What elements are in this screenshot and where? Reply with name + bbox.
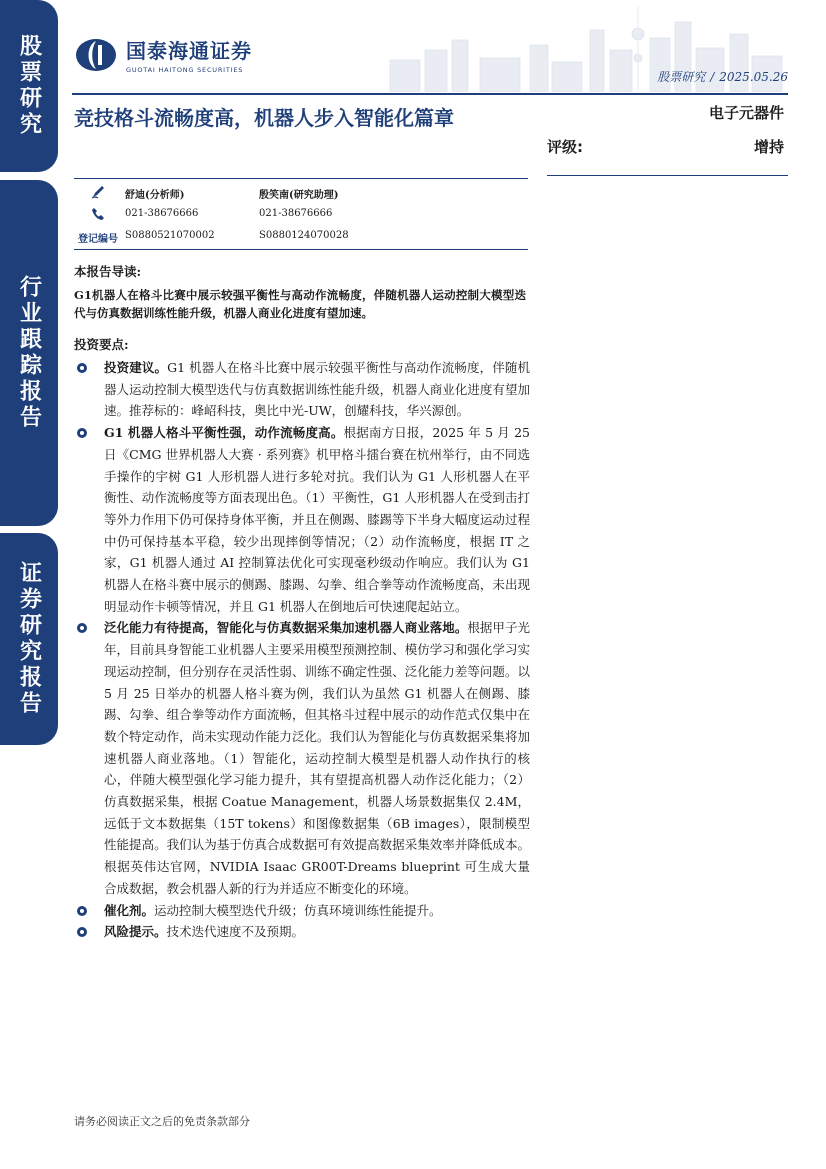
- bullet-circle-icon: [76, 427, 88, 439]
- analyst-phone: 021-38676666: [259, 208, 333, 219]
- analyst-phone: 021-38676666: [125, 208, 199, 219]
- report-title: 竞技格斗流畅度高，机器人步入智能化篇章: [74, 106, 454, 130]
- pen-icon: [90, 184, 106, 200]
- phone-icon: [90, 206, 106, 222]
- analyst-phone-row: [74, 205, 528, 225]
- side-tab-securities-report: [0, 533, 58, 745]
- header-separator: /: [710, 70, 715, 84]
- analyst-name: 殷笑南(研究助理): [259, 190, 339, 201]
- guide-heading: 本报告导读:: [74, 264, 142, 279]
- header-divider: [72, 93, 788, 95]
- header-meta: [657, 68, 788, 85]
- bullet-item: [74, 921, 530, 943]
- points-heading: 投资要点:: [74, 337, 129, 352]
- side-tab-label: 行业跟踪报告: [16, 275, 42, 431]
- side-tab-label: 股票研究: [16, 34, 42, 138]
- rating-label: 评级:: [547, 138, 583, 156]
- disclaimer-footer: 请务必阅读正文之后的免责条款部分: [74, 1115, 250, 1128]
- brand-emblem-icon: [74, 37, 118, 73]
- bullet-lead: 泛化能力有待提高，智能化与仿真数据采集加速机器人商业落地。: [104, 620, 468, 636]
- bullet-item: [74, 422, 530, 617]
- industry-name: 电子元器件: [708, 104, 784, 122]
- bullet-lead: 投资建议。: [104, 360, 168, 375]
- bullet-text: 根据南方日报，2025 年 5 月 25 日《CMG 世界机器人大赛 · 系列赛》机甲格斗擂台赛在杭州举行，由不同选手操作的宇树 G1 人形机器人进行多轮对抗。我们认为 G1 人形机器人在平衡性、动作流畅度等方面表现出色。（1）平衡性，G1 人形机器人在受到击打等外力作用下仍可保持身体平衡，并且在侧踢、膝踢等下半身大幅度运动过程中仍可保持基本平稳，较少出现摔倒等情况；（2）动作流畅度，根据 IT 之家，G1 机器人通过 AI 控制算法优化可实现毫秒级动作响应。我们认为 G1 机器人在格斗赛中展示的侧踢、膝踢、勾拳、组合拳等动作流畅度高，未出现明显动作卡顿等情况，并且 G1 机器人在倒地后可快速爬起站立。: [104, 425, 530, 614]
- brand-name-cn: 国泰海通证券: [126, 39, 252, 63]
- side-tab-label: 证券研究报告: [16, 561, 42, 717]
- brand-logo: [74, 35, 252, 74]
- bullet-text: 根据甲子光年，目前具身智能工业机器人主要采用模型预测控制、模仿学习和强化学习实现运动控制，但分别存在灵活性弱、训练不确定性强、泛化能力差等问题。以 5 月 25 日举办的机器人格斗赛为例，我们认为虽然 G1 机器人在侧踢、膝踢、勾拳、组合拳等动作方面流畅，但其格斗过程中展示的动作范式仅集中在数个特定动作，尚未实现动作能力泛化。我们认为智能化与仿真数据采集将加速机器人商业落地。（1）智能化，运动控制大模型是机器人动作执行的核心，伴随大模型强化学习能力提升，其有望提高机器人动作泛化能力；（2）仿真数据采集，根据 Coatue Management，机器人场景数据集仅 2.4M，远低于文本数据集（15T tokens）和图像数据集（6B images），限制模型性能提高。我们认为基于仿真合成数据可有效提高数据采集效率并降低成本。根据英伟达官网，NVIDIA Isaac GR00T-Dreams blueprint 可生成大量合成数据，教会机器人新的行为并适应不断变化的环境。: [104, 620, 530, 896]
- bullet-item: [74, 900, 530, 922]
- bullet-text: 运动控制大模型迭代升级；仿真环境训练性能提升。: [154, 902, 442, 918]
- guide-body: G1机器人在格斗比赛中展示较强平衡性与高动作流畅度，伴随机器人运动控制大模型迭代与仿真数据训练性能升级，机器人商业化进度有望加速。: [74, 288, 526, 320]
- brand-name-en: GUOTAI HAITONG SECURITIES: [126, 66, 244, 74]
- analyst-reg-row: [74, 227, 528, 247]
- investment-points: [74, 357, 530, 943]
- bullet-lead: 催化剂。: [104, 902, 155, 918]
- bullet-item: [74, 357, 530, 422]
- bullet-text: G1 机器人在格斗比赛中展示较强平衡性与高动作流畅度，伴随机器人运动控制大模型迭代与仿真数据训练性能升级，机器人商业化进度有望加速。推荐标的：峰岹科技，奥比中光-UW，创耀科技，华兴源创。: [104, 360, 530, 419]
- bullet-circle-icon: [76, 926, 88, 938]
- side-tab-industry-tracking: [0, 180, 58, 526]
- bullet-circle-icon: [76, 362, 88, 374]
- registration-label: 登记编号: [78, 234, 118, 245]
- rating-value: 增持: [753, 138, 784, 156]
- report-category: 股票研究: [657, 70, 706, 84]
- bullet-item: [74, 617, 530, 899]
- side-tab-stock-research: [0, 0, 58, 172]
- bullet-text: 技术迭代速度不及预期。: [166, 924, 305, 940]
- analyst-name-row: [74, 183, 528, 203]
- bullet-lead: 风险提示。: [104, 924, 167, 940]
- rating-divider: [547, 175, 788, 176]
- bullet-lead: G1 机器人格斗平衡性强，动作流畅度高。: [104, 425, 344, 441]
- registration-number: S0880521070002: [125, 230, 215, 241]
- report-date: 2025.05.26: [719, 70, 788, 84]
- registration-number: S0880124070028: [259, 230, 349, 241]
- analyst-name: 舒迪(分析师): [125, 190, 185, 201]
- analyst-info: [74, 178, 528, 250]
- bullet-circle-icon: [76, 622, 88, 634]
- bullet-circle-icon: [76, 905, 88, 917]
